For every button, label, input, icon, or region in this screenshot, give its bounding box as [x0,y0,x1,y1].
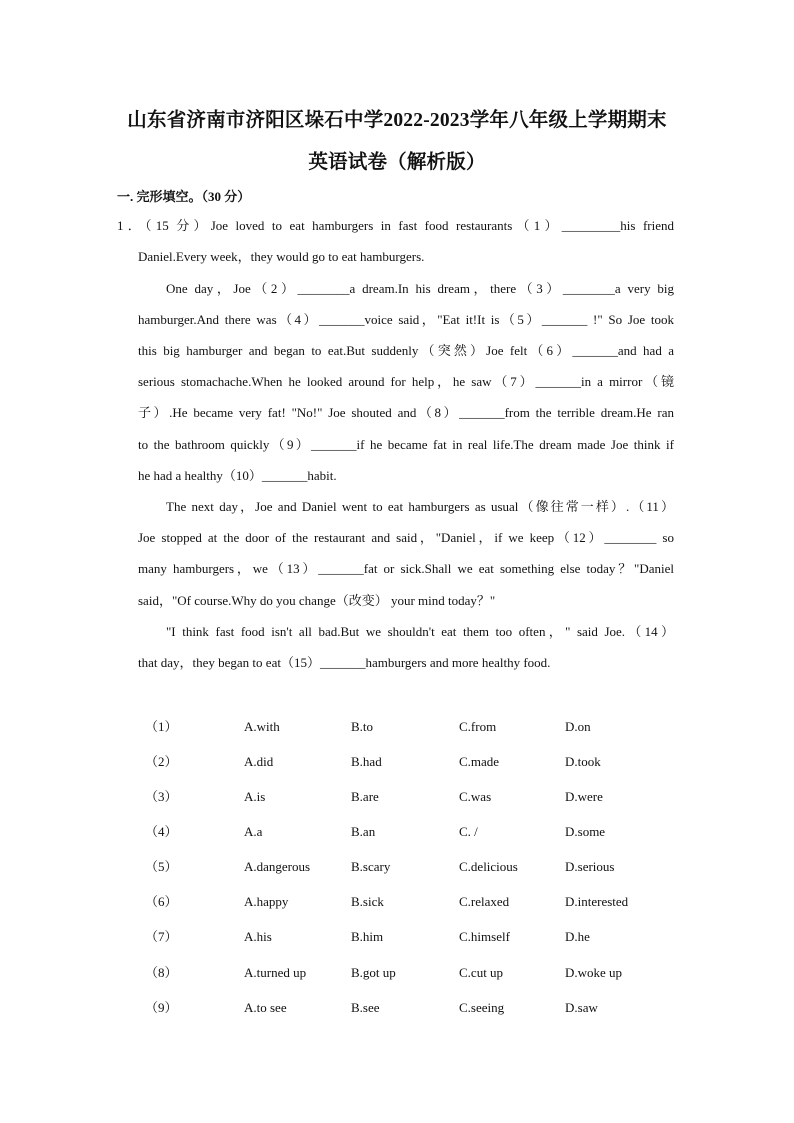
option-d[interactable]: D.saw [565,1000,598,1015]
option-row [0,857,794,877]
question-number: （4） [145,824,178,839]
option-d[interactable]: D.some [565,824,606,839]
passage-line: he had a healthy（10）_______habit. [138,468,337,483]
option-c[interactable]: C.seeing [459,1000,505,1015]
option-a[interactable]: A.with [244,719,280,734]
option-d[interactable]: D.interested [565,894,629,909]
option-b[interactable]: B.him [351,929,384,944]
question-number: （3） [145,789,178,804]
document-title-line1: 山东省济南市济阳区垛石中学2022-2023学年八年级上学期期末 [127,110,667,131]
passage-line: said，"Of course.Why do you change（改变） your mind today？" [138,593,496,608]
question-number: （2） [145,754,178,769]
option-c[interactable]: C.delicious [459,859,518,874]
option-d[interactable]: D.were [565,789,603,804]
section-heading: 一. 完形填空。（30 分） [117,189,251,204]
option-c[interactable]: C. / [459,824,478,839]
document-title-line2: 英语试卷（解析版） [308,152,486,173]
option-row [0,998,794,1018]
option-b[interactable]: B.scary [351,859,391,874]
option-row [0,717,794,737]
passage-line: this big hamburger and began to eat.But suddenly（突然）Joe felt（6）_______and had a [138,343,674,358]
passage-line: serious stomachache.When he looked around for help，he saw（7）_______in a mirror（镜 [138,374,674,389]
option-row [0,787,794,807]
option-c[interactable]: C.from [459,719,497,734]
option-d[interactable]: D.he [565,929,590,944]
question-number: （7） [145,929,178,944]
option-row [0,752,794,772]
option-b[interactable]: B.had [351,754,382,769]
option-d[interactable]: D.serious [565,859,615,874]
passage-line: "I think fast food isn't all bad.But we shouldn't eat them too often，" said Joe.（14） [166,624,674,639]
option-b[interactable]: B.got up [351,965,396,980]
option-a[interactable]: A.happy [244,894,289,909]
option-row [0,892,794,912]
option-d[interactable]: D.took [565,754,601,769]
option-c[interactable]: C.cut up [459,965,504,980]
option-b[interactable]: B.to [351,719,374,734]
passage-line: to the bathroom quickly（9）_______if he became fat in real life.The dream made Joe think if [138,437,674,452]
option-d[interactable]: D.woke up [565,965,623,980]
question-number: （5） [145,859,178,874]
passage-line: 1．（15 分）Joe loved to eat hamburgers in fast food restaurants（1）_________his friend [117,218,674,233]
option-d[interactable]: D.on [565,719,591,734]
passage-line: Daniel.Every week，they would go to eat hamburgers. [138,249,425,264]
option-a[interactable]: A.dangerous [244,859,311,874]
option-a[interactable]: A.did [244,754,274,769]
passage-line: One day，Joe（2）________a dream.In his dream，there（3）________a very big [166,281,674,296]
option-a[interactable]: A.to see [244,1000,287,1015]
passage-line: many hamburgers，we（13）_______fat or sick.Shall we eat something else today？"Daniel [138,561,674,576]
option-row [0,963,794,983]
option-a[interactable]: A.turned up [244,965,307,980]
passage-line: Joe stopped at the door of the restaurant and said，"Daniel，if we keep（12）________ so [138,530,674,545]
passage-line: that day，they began to eat（15）_______hamburgers and more healthy food. [138,655,551,670]
option-b[interactable]: B.an [351,824,376,839]
option-c[interactable]: C.was [459,789,492,804]
option-a[interactable]: A.his [244,929,272,944]
option-c[interactable]: C.himself [459,929,510,944]
option-b[interactable]: B.are [351,789,379,804]
question-number: （8） [145,965,178,980]
question-number: （1） [145,719,178,734]
option-row [0,927,794,947]
passage-line: 子）.He became very fat! "No!" Joe shouted and（8）_______from the terrible dream.He ran [138,405,674,420]
question-number: （6） [145,894,178,909]
option-b[interactable]: B.see [351,1000,380,1015]
option-b[interactable]: B.sick [351,894,384,909]
passage-line: The next day，Joe and Daniel went to eat hamburgers as usual（像往常一样）.（11） [166,499,674,514]
option-c[interactable]: C.made [459,754,500,769]
passage-line: hamburger.And there was（4）_______voice said，"Eat it!It is（5）_______ !" So Joe took [138,312,674,327]
question-number: （9） [145,1000,178,1015]
option-a[interactable]: A.is [244,789,266,804]
option-row [0,822,794,842]
option-a[interactable]: A.a [244,824,263,839]
option-c[interactable]: C.relaxed [459,894,510,909]
